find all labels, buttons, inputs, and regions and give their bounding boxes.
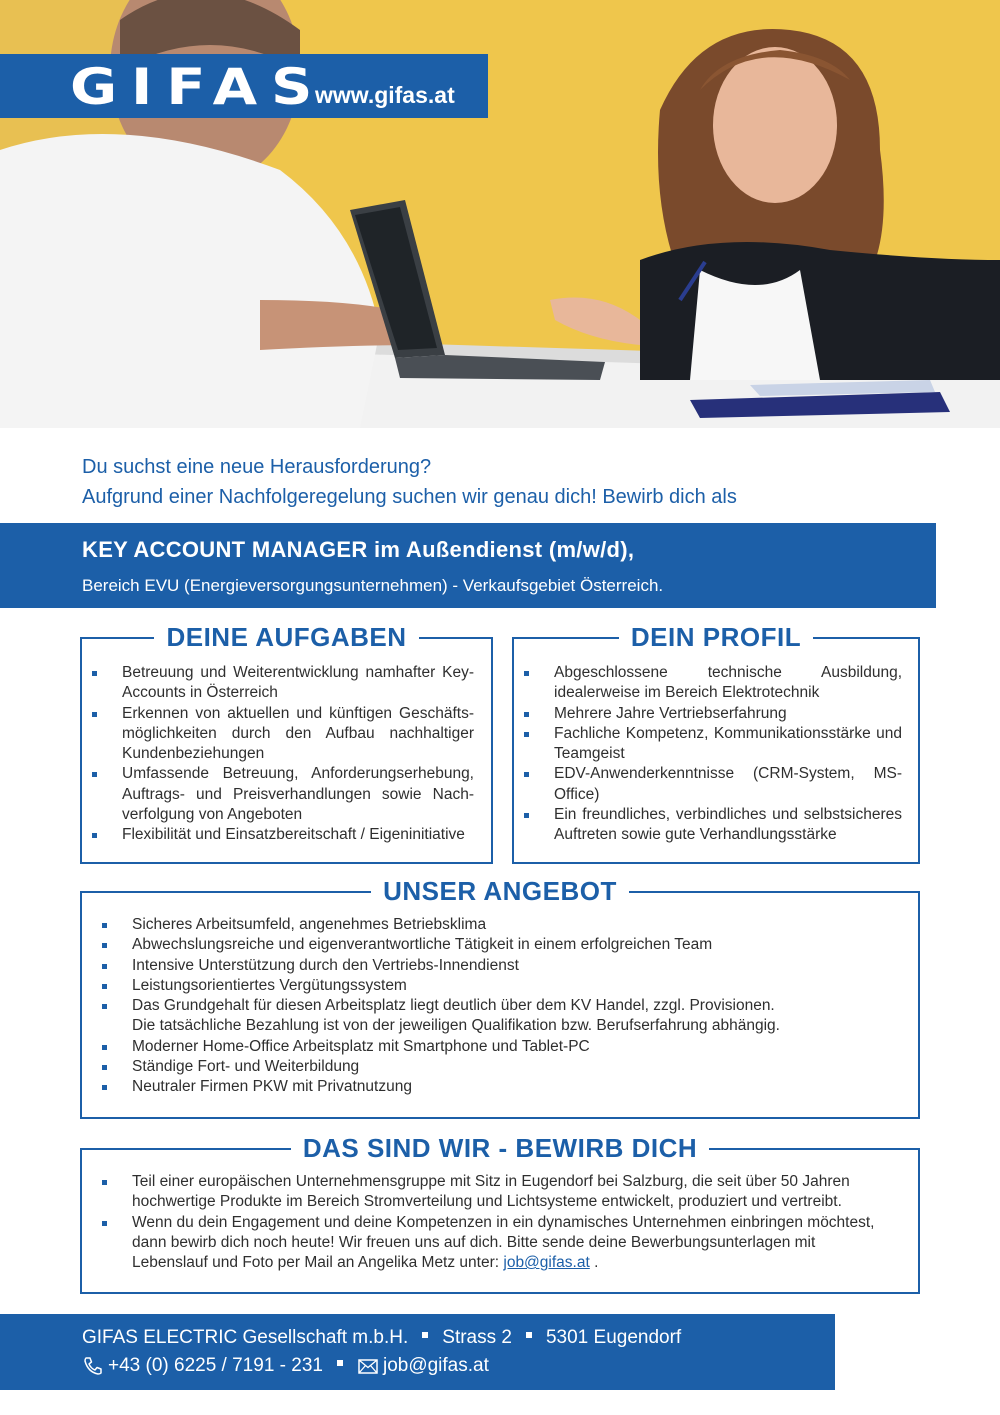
list-item: Leistungsorientiertes Vergütungssystem — [102, 976, 892, 996]
angebot-heading: UNSER ANGEBOT — [371, 874, 629, 908]
wir-heading: DAS SIND WIR - BEWIRB DICH — [291, 1131, 709, 1165]
job-title: KEY ACCOUNT MANAGER im Außendienst (m/w/d), — [82, 537, 635, 562]
list-item: Erkennen von aktuellen und künftigen Geschäftsmöglichkeiten durch den Aufbau nachhaltiger Kundenbeziehungen — [92, 704, 474, 765]
list-item: Moderner Home-Office Arbeitsplatz mit Smartphone und Tablet-PC — [102, 1037, 892, 1057]
angebot-list — [102, 915, 892, 1098]
footer — [0, 1314, 835, 1390]
aufgaben-box — [80, 622, 493, 864]
wir-list — [102, 1172, 892, 1273]
wir-box — [80, 1133, 920, 1294]
gifas-logo: GIFAS — [70, 58, 327, 116]
list-item — [102, 996, 892, 1037]
separator-square — [337, 1360, 343, 1366]
profil-heading: DEIN PROFIL — [619, 620, 813, 654]
profil-box — [512, 622, 920, 864]
apply-text-end: . — [594, 1254, 599, 1272]
phone-icon — [82, 1356, 104, 1376]
footer-contact — [82, 1355, 489, 1377]
footer-address — [82, 1327, 681, 1349]
website-link[interactable]: www.gifas.at — [315, 82, 455, 108]
aufgaben-heading: DEINE AUFGABEN — [154, 620, 418, 654]
footer-phone[interactable]: +43 (0) 6225 / 7191 - 231 — [108, 1355, 323, 1376]
intro-text — [82, 452, 737, 512]
envelope-icon — [357, 1356, 379, 1376]
separator-square — [422, 1332, 428, 1338]
angebot-box — [80, 876, 920, 1119]
list-item — [102, 1213, 892, 1274]
list-item: Sicheres Arbeitsumfeld, angenehmes Betriebsklima — [102, 915, 892, 935]
logo-bar — [0, 54, 488, 118]
list-item: Neutraler Firmen PKW mit Privatnutzung — [102, 1077, 892, 1097]
job-title-band — [0, 523, 936, 608]
list-item: Mehrere Jahre Vertriebserfahrung — [524, 704, 902, 724]
apply-email-link[interactable]: job@gifas.at — [503, 1254, 590, 1272]
hero-photo — [0, 0, 1000, 428]
angebot-salary-line-2: Die tatsächliche Bezahlung ist von der jeweiligen Qualifikation bzw. Berufserfahrung abhängig. — [132, 1017, 780, 1035]
list-item: Abwechslungsreiche und eigenverantwortliche Tätigkeit in einem erfolgreichen Team — [102, 935, 892, 955]
job-subtitle: Bereich EVU (Energieversorgungsunternehmen) - Verkaufsgebiet Österreich. — [82, 576, 664, 595]
angebot-salary-line-1: Das Grundgehalt für diesen Arbeitsplatz liegt deutlich über dem KV Handel, zzgl. Provisionen. — [132, 997, 775, 1015]
footer-street: Strass 2 — [442, 1327, 512, 1348]
footer-company: GIFAS ELECTRIC Gesellschaft m.b.H. — [82, 1327, 409, 1348]
list-item: Flexibilität und Einsatzbereitschaft / Eigeninitiative — [92, 825, 474, 845]
list-item: Fachliche Kompetenz, Kommunikationsstärke und Teamgeist — [524, 724, 902, 765]
apply-text: Wenn du dein Engagement und deine Kompetenzen in ein dynamisches Unternehmen einbringen möchtest, dann bewirb dich noch heute! Wir freuen uns auf dich. Bitte sende deine Bewerbungsunterlagen mit Lebenslauf und Foto per Mail an Angelika Metz unter: — [132, 1213, 875, 1272]
list-item: Ein freundliches, verbindliches und selbstsicheres Auftreten sowie gute Verhandlungsstärke — [524, 805, 902, 846]
footer-city: 5301 Eugendorf — [545, 1327, 682, 1348]
intro-line-1: Du suchst eine neue Herausforderung? — [82, 456, 432, 478]
list-item: Abgeschlossene technische Ausbildung, idealerweise im Bereich Elektrotechnik — [524, 663, 902, 704]
list-item: Betreuung und Weiterentwicklung namhafter Key-Accounts in Österreich — [92, 663, 474, 704]
list-item: Umfassende Betreuung, Anforderungserhebung, Auftrags- und Preisverhandlungen sowie Nachverfolgung von Angeboten — [92, 764, 474, 825]
list-item: EDV-Anwenderkenntnisse (CRM-System, MS-Office) — [524, 764, 902, 805]
footer-email[interactable]: job@gifas.at — [382, 1355, 489, 1376]
separator-square — [526, 1332, 532, 1338]
aufgaben-list — [92, 663, 474, 846]
profil-list — [524, 663, 902, 846]
list-item: Teil einer europäischen Unternehmensgruppe mit Sitz in Eugendorf bei Salzburg, die seit über 50 Jahren hochwertige Produkte im Bereich Stromverteilung und Lichtsysteme entwickelt, produziert und vertreibt. — [102, 1172, 892, 1213]
list-item: Ständige Fort- und Weiterbildung — [102, 1057, 892, 1077]
intro-line-2: Aufgrund einer Nachfolgeregelung suchen wir genau dich! Bewirb dich als — [82, 486, 737, 508]
list-item: Intensive Unterstützung durch den Vertriebs-Innendienst — [102, 956, 892, 976]
